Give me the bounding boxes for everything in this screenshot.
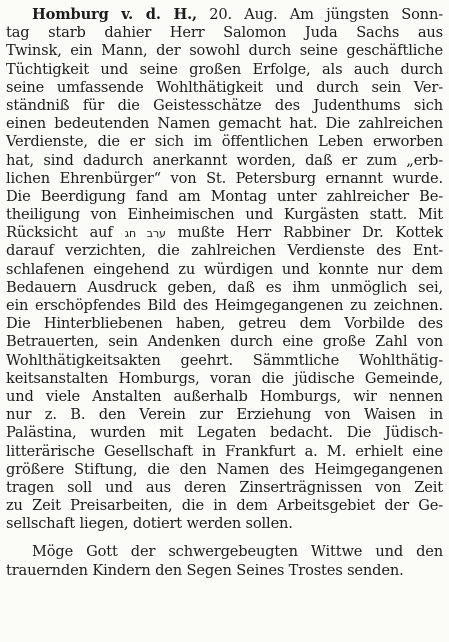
article-line-18: Die Hinterbliebenen haben, getreu dem Vorbilde des [6, 315, 443, 333]
article-line-9: hat, sind dadurch anerkannt worden, daß er zum „erb- [6, 151, 443, 169]
article-body [6, 6, 443, 580]
hebrew-phrase: ערב חג [124, 227, 166, 241]
article-line-13-end: mußte Herr Rabbiner Dr. Kottek [177, 224, 443, 242]
article-line-17: ein erschöpfendes Bild des Heimgegangenen zu zeichnen. [6, 297, 443, 314]
article-line-8: Verdienste, die er sich im öffentlichen Leben erworben [6, 133, 443, 151]
article-line-5: seine umfassende Wohlthätigkeit und durch sein Ver- [6, 78, 443, 96]
article-line-25: litterärische Gesellschaft in Frankfurt a. M. erhielt eine [6, 442, 443, 460]
article-line-10: lichen Ehrenbürger“ von St. Petersburg ernannt wurde. [6, 169, 443, 187]
closing-line-2: trauernden Kindern den Segen Seines Trostes senden. [6, 561, 404, 579]
article-line-2: tag starb dahier Herr Salomon Juda Sachs aus [6, 24, 443, 42]
article-line-1 [6, 6, 443, 24]
article-line-19: Betrauerten, sein Andenken durch eine große Zahl von [6, 333, 443, 351]
article-line-4: Tüchtigkeit und seine großen Erfolge, als auch durch [6, 60, 443, 78]
paragraph-gap [6, 533, 443, 543]
article-line-20: Wohlthätigkeitsakten geehrt. Sämmtliche Wohlthätig- [6, 351, 443, 369]
dateline: Homburg v. d. H., [32, 6, 197, 23]
closing-line-1: Möge Gott der schwergebeugten Wittwe und den [32, 543, 443, 561]
article-line-3: Twinsk, ein Mann, der sowohl durch seine geschäftliche [6, 42, 443, 60]
article-line-28: zu Zeit Preisarbeiten, die in dem Arbeitsgebiet der Ge- [6, 497, 443, 515]
article-line-6: ständniß für die Geistesschätze des Judenthums sich [6, 96, 443, 114]
article-line-11: Die Beerdigung fand am Montag unter zahlreicher Be- [6, 187, 443, 205]
article-line-14: darauf verzichten, die zahlreichen Verdienste des Ent- [6, 242, 443, 260]
article-line-16: Bedauern Ausdruck geben, daß es ihm unmöglich sei, [6, 278, 443, 296]
article-line-29: sellschaft liegen, dotiert werden sollen. [6, 515, 293, 533]
article-line-26: größere Stiftung, die den Namen des Heimgegangenen [6, 460, 443, 478]
article-line-23: nur z. B. den Verein zur Erziehung von Waisen in [6, 406, 443, 424]
article-line-1-text: 20. Aug. Am jüngsten Sonn- [209, 6, 443, 23]
article-line-13 [6, 224, 443, 242]
article-line-12: theiligung von Einheimischen und Kurgästen statt. Mit [6, 206, 443, 224]
article-line-21: keitsanstalten Homburgs, voran die jüdische Gemeinde, [6, 369, 443, 387]
article-line-7: einen bedeutenden Namen gemacht hat. Die zahlreichen [6, 115, 443, 133]
article-line-22: und viele Anstalten außerhalb Homburgs, wir nennen [6, 387, 443, 405]
article-line-24: Palästina, wurden mit Legaten bedacht. Die Jüdisch- [6, 424, 443, 442]
article-line-13-start: Rücksicht auf [6, 224, 113, 242]
article-line-15: schlafenen eingehend zu würdigen und konnte nur dem [6, 260, 443, 278]
article-line-27: tragen soll und aus deren Zinserträgnissen von Zeit [6, 478, 443, 496]
